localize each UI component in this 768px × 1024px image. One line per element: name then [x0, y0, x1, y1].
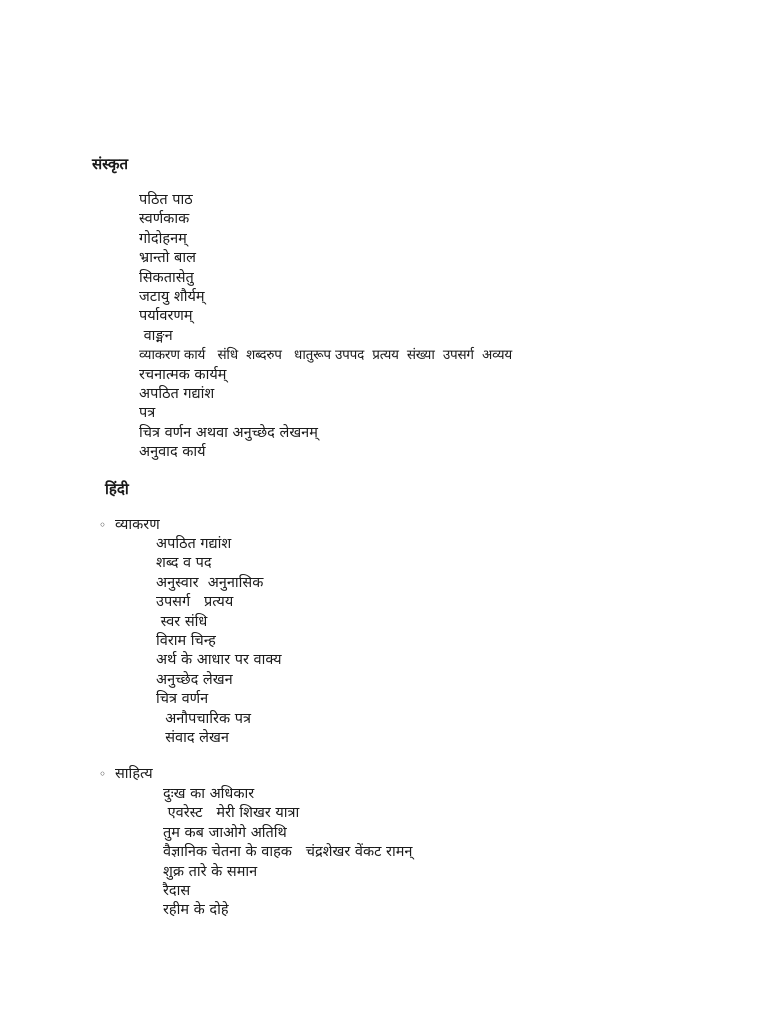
list-item: व्याकरण कार्य संधि शब्दरुप धातुरूप उपपद प्रत्यय संख्या उपसर्ग अव्यय [139, 347, 512, 364]
list-item: चित्र वर्णन [156, 691, 209, 708]
list-item: अनुवाद कार्य [139, 444, 206, 461]
list-item: तुम कब जाओगे अतिथि [163, 824, 287, 841]
list-item: अर्थ के आधार पर वाक्य [156, 652, 282, 669]
sanskrit-heading: संस्कृत [92, 155, 129, 173]
list-item: दुःख का अधिकार [163, 786, 255, 802]
list-item: शब्द व पद [156, 555, 212, 572]
list-item: रचनात्मक कार्यम् [139, 366, 227, 383]
list-item: पर्यावरणम् [139, 308, 193, 325]
list-item: गोदोहनम् [139, 230, 187, 247]
list-item: अनौपचारिक पत्र [156, 710, 251, 727]
list-item: उपसर्ग प्रत्यय [156, 594, 234, 611]
list-item: स्वर्णकाक [139, 211, 190, 228]
grammar-label: व्याकरण [115, 517, 160, 533]
list-item: रैदास [163, 883, 191, 900]
list-item: अनुस्वार अनुनासिक [156, 574, 264, 591]
sanskrit-topic-list [139, 191, 512, 463]
list-item: पत्र [139, 405, 156, 422]
literature-topic-list [163, 785, 412, 921]
list-item: संवाद लेखन [156, 730, 229, 747]
grammar-bullet-row [99, 516, 160, 535]
list-item: रहीम के दोहे [163, 902, 229, 919]
list-item: विराम चिन्ह [156, 633, 216, 650]
list-item: वैज्ञानिक चेतना के वाहक चंद्रशेखर वेंकट रामन् [163, 844, 413, 861]
hindi-heading: हिंदी [105, 480, 129, 498]
list-item: पठित पाठ [139, 192, 193, 208]
list-item: अपठित गद्यांश [139, 386, 215, 403]
list-item: अपठित गद्यांश [156, 536, 232, 552]
list-item: चित्र वर्णन अथवा अनुच्छेद लेखनम् [139, 424, 318, 441]
bullet-icon: ◦ [99, 518, 107, 532]
literature-bullet-row [99, 765, 153, 784]
grammar-topic-list [156, 535, 282, 748]
list-item: शुक्र तारे के समान [163, 863, 258, 880]
list-item: सिकतासेतु [139, 269, 194, 286]
list-item: जटायु शौर्यम् [139, 289, 205, 306]
literature-label: साहित्य [115, 766, 153, 782]
list-item: अनुच्छेद लेखन [156, 671, 233, 688]
list-item: स्वर संधि [156, 613, 208, 630]
list-item: एवरेस्ट मेरी शिखर यात्रा [163, 805, 300, 822]
list-item: भ्रान्तो बाल [139, 250, 196, 267]
bullet-icon: ◦ [99, 767, 107, 781]
list-item: वाङ्मन [139, 327, 173, 344]
